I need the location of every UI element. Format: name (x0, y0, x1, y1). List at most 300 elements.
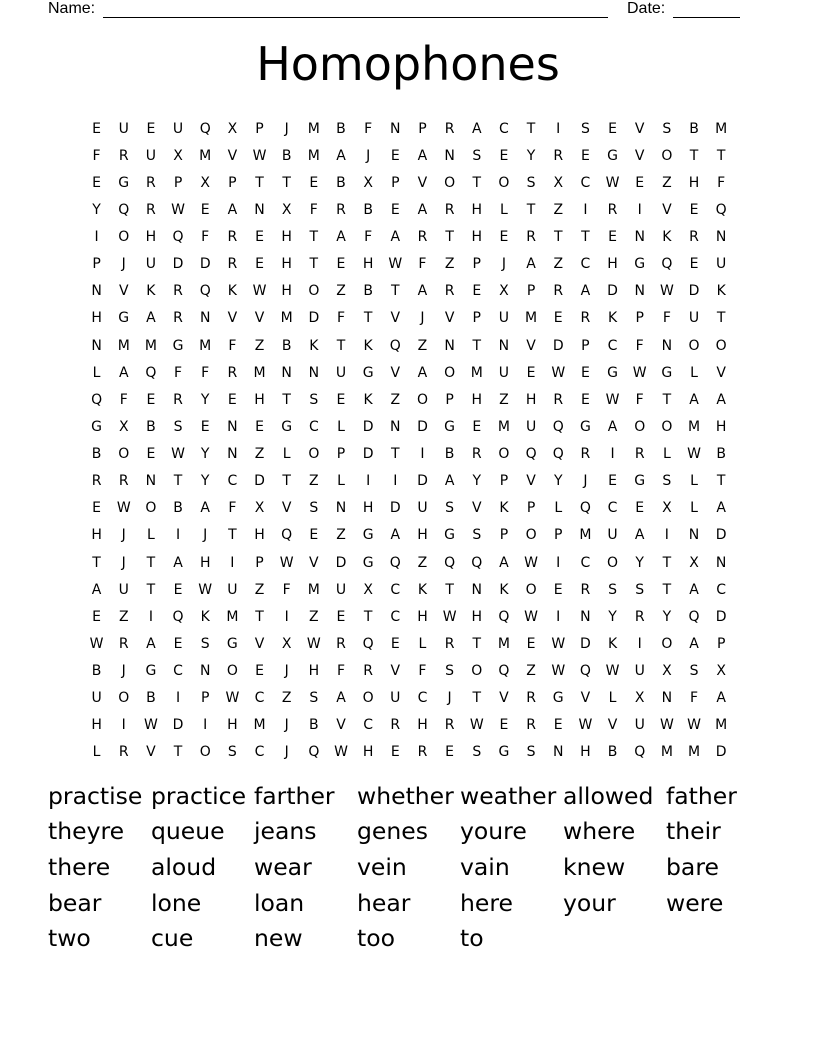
grid-cell[interactable]: W (388, 256, 403, 273)
grid-cell[interactable]: Z (254, 337, 265, 354)
grid-cell[interactable]: V (118, 283, 129, 300)
grid-cell[interactable]: F (418, 256, 427, 273)
grid-cell[interactable]: H (471, 201, 483, 218)
grid-cell[interactable]: T (716, 310, 726, 327)
grid-cell[interactable]: R (417, 229, 428, 246)
grid-cell[interactable]: G (607, 364, 618, 381)
grid-cell[interactable]: T (526, 120, 536, 137)
grid-cell[interactable]: D (580, 635, 591, 652)
grid-cell[interactable]: Z (254, 446, 265, 463)
grid-cell[interactable]: R (444, 120, 455, 137)
grid-cell[interactable]: E (553, 717, 563, 734)
grid-cell[interactable]: C (308, 418, 319, 435)
grid-cell[interactable]: D (254, 473, 265, 490)
grid-cell[interactable]: N (227, 446, 238, 463)
grid-cell[interactable]: V (444, 310, 455, 327)
grid-cell[interactable]: N (308, 364, 320, 381)
grid-cell[interactable]: S (472, 147, 482, 164)
grid-cell[interactable]: Q (498, 608, 510, 625)
grid-cell[interactable]: Y (635, 554, 644, 571)
grid-cell[interactable]: T (146, 581, 156, 598)
grid-cell[interactable]: A (716, 690, 726, 707)
grid-cell[interactable]: V (254, 635, 265, 652)
grid-cell[interactable]: K (607, 310, 618, 327)
grid-cell[interactable]: V (716, 364, 726, 381)
grid-cell[interactable]: Q (579, 500, 591, 517)
grid-cell[interactable]: M (280, 310, 293, 327)
grid-cell[interactable]: V (499, 690, 509, 707)
grid-cell[interactable]: F (336, 310, 346, 327)
grid-cell[interactable]: S (227, 744, 237, 761)
grid-cell[interactable]: V (146, 744, 156, 761)
grid-cell[interactable]: F (364, 229, 373, 246)
grid-cell[interactable]: R (363, 663, 373, 680)
grid-cell[interactable]: R (173, 310, 183, 327)
grid-cell[interactable]: A (390, 527, 401, 544)
grid-cell[interactable]: F (689, 690, 699, 707)
grid-cell[interactable]: E (255, 418, 264, 435)
grid-cell[interactable]: J (284, 663, 289, 680)
grid-cell[interactable]: V (634, 147, 645, 164)
grid-cell[interactable]: X (363, 581, 373, 598)
grid-cell[interactable]: R (526, 717, 536, 734)
grid-cell[interactable]: N (715, 229, 727, 246)
grid-cell[interactable]: G (91, 418, 102, 435)
grid-cell[interactable]: N (471, 581, 482, 598)
grid-cell[interactable]: N (661, 690, 673, 707)
grid-cell[interactable]: E (309, 174, 319, 191)
grid-cell[interactable]: W (116, 500, 131, 517)
grid-cell[interactable]: I (610, 446, 615, 463)
grid-cell[interactable]: T (255, 608, 264, 625)
grid-cell[interactable]: R (417, 744, 428, 761)
grid-cell[interactable]: R (227, 364, 238, 381)
grid-cell[interactable]: N (661, 337, 673, 354)
grid-cell[interactable]: R (471, 446, 482, 463)
grid-cell[interactable]: Z (336, 527, 346, 544)
grid-cell[interactable]: A (118, 364, 129, 381)
grid-cell[interactable]: H (362, 256, 374, 273)
grid-cell[interactable]: Q (118, 201, 130, 218)
grid-cell[interactable]: E (553, 310, 563, 327)
grid-cell[interactable]: V (471, 500, 482, 517)
grid-cell[interactable]: R (526, 690, 536, 707)
grid-cell[interactable]: Y (92, 201, 101, 218)
grid-cell[interactable]: R (634, 446, 645, 463)
grid-cell[interactable]: Z (662, 174, 672, 191)
grid-cell[interactable]: G (145, 663, 157, 680)
grid-cell[interactable]: T (472, 635, 482, 652)
grid-cell[interactable]: E (390, 201, 400, 218)
grid-cell[interactable]: I (393, 473, 398, 490)
grid-cell[interactable]: A (146, 635, 156, 652)
grid-cell[interactable]: N (91, 283, 102, 300)
grid-cell[interactable]: P (499, 473, 509, 490)
grid-cell[interactable]: V (227, 147, 238, 164)
grid-cell[interactable]: X (634, 690, 645, 707)
grid-cell[interactable]: Z (281, 690, 292, 707)
grid-cell[interactable]: A (716, 500, 726, 517)
grid-cell[interactable]: X (118, 418, 129, 435)
grid-cell[interactable]: W (279, 554, 294, 571)
grid-cell[interactable]: W (551, 635, 566, 652)
grid-cell[interactable]: J (366, 147, 371, 164)
grid-cell[interactable]: A (444, 473, 455, 490)
grid-cell[interactable]: T (146, 554, 156, 571)
grid-cell[interactable]: F (336, 663, 346, 680)
grid-cell[interactable]: B (146, 418, 156, 435)
grid-cell[interactable]: O (525, 581, 537, 598)
grid-cell[interactable]: Q (471, 554, 483, 571)
grid-cell[interactable]: W (605, 391, 620, 408)
grid-cell[interactable]: O (688, 337, 700, 354)
grid-cell[interactable]: A (689, 635, 699, 652)
grid-cell[interactable]: E (146, 446, 156, 463)
grid-cell[interactable]: U (498, 364, 510, 381)
grid-cell[interactable]: I (284, 608, 289, 625)
grid-cell[interactable]: E (608, 229, 617, 246)
grid-cell[interactable]: T (662, 554, 672, 571)
grid-cell[interactable]: J (121, 663, 126, 680)
grid-cell[interactable]: F (228, 337, 237, 354)
grid-cell[interactable]: O (308, 283, 320, 300)
grid-cell[interactable]: R (118, 473, 129, 490)
grid-cell[interactable]: J (501, 256, 506, 273)
grid-cell[interactable]: T (92, 554, 101, 571)
grid-cell[interactable]: U (607, 527, 618, 544)
grid-cell[interactable]: M (687, 744, 701, 761)
grid-cell[interactable]: M (307, 581, 320, 598)
grid-cell[interactable]: T (526, 201, 536, 218)
grid-cell[interactable]: G (444, 418, 456, 435)
grid-cell[interactable]: M (687, 418, 701, 435)
grid-cell[interactable]: G (362, 527, 374, 544)
grid-cell[interactable]: U (498, 310, 510, 327)
grid-cell[interactable]: O (118, 229, 130, 246)
grid-cell[interactable]: I (175, 527, 181, 544)
grid-cell[interactable]: E (255, 229, 264, 246)
grid-cell[interactable]: Q (579, 663, 591, 680)
grid-cell[interactable]: E (580, 391, 590, 408)
grid-cell[interactable]: Y (526, 147, 536, 164)
grid-cell[interactable]: B (363, 283, 373, 300)
grid-cell[interactable]: O (308, 446, 320, 463)
grid-cell[interactable]: P (391, 174, 400, 191)
grid-cell[interactable]: R (526, 229, 536, 246)
grid-cell[interactable]: D (308, 310, 320, 327)
grid-cell[interactable]: M (470, 364, 483, 381)
grid-cell[interactable]: U (716, 256, 727, 273)
grid-cell[interactable]: Q (498, 663, 510, 680)
grid-cell[interactable]: H (199, 554, 211, 571)
grid-cell[interactable]: G (362, 364, 374, 381)
grid-cell[interactable]: S (580, 120, 590, 137)
grid-cell[interactable]: E (553, 581, 563, 598)
grid-cell[interactable]: Z (309, 608, 319, 625)
grid-cell[interactable]: C (254, 744, 265, 761)
grid-cell[interactable]: J (447, 690, 452, 707)
grid-cell[interactable]: X (662, 500, 672, 517)
grid-cell[interactable]: F (92, 147, 101, 164)
grid-cell[interactable]: Y (662, 608, 672, 625)
grid-cell[interactable]: B (281, 147, 292, 164)
grid-cell[interactable]: S (689, 663, 699, 680)
grid-cell[interactable]: W (659, 717, 674, 734)
grid-cell[interactable]: X (716, 663, 726, 680)
grid-cell[interactable]: Z (390, 391, 401, 408)
grid-cell[interactable]: E (92, 500, 101, 517)
grid-cell[interactable]: O (498, 446, 510, 463)
grid-cell[interactable]: T (472, 174, 482, 191)
grid-cell[interactable]: L (337, 418, 345, 435)
grid-cell[interactable]: W (632, 364, 647, 381)
grid-cell[interactable]: F (635, 337, 644, 354)
grid-cell[interactable]: D (715, 527, 727, 544)
grid-cell[interactable]: T (363, 608, 373, 625)
grid-cell[interactable]: K (417, 581, 428, 598)
grid-cell[interactable]: N (199, 310, 211, 327)
grid-cell[interactable]: V (526, 337, 536, 354)
grid-cell[interactable]: C (580, 256, 591, 273)
grid-cell[interactable]: W (524, 554, 538, 571)
grid-cell[interactable]: M (253, 364, 266, 381)
grid-cell[interactable]: V (390, 663, 401, 680)
grid-cell[interactable]: R (634, 608, 645, 625)
grid-cell[interactable]: X (200, 174, 210, 191)
grid-cell[interactable]: K (200, 608, 210, 625)
grid-cell[interactable]: S (200, 635, 210, 652)
grid-cell[interactable]: O (118, 446, 130, 463)
grid-cell[interactable]: R (390, 717, 401, 734)
grid-cell[interactable]: H (91, 310, 102, 327)
grid-cell[interactable]: N (227, 418, 238, 435)
grid-cell[interactable]: B (336, 174, 346, 191)
grid-cell[interactable]: H (227, 717, 238, 734)
grid-cell[interactable]: A (634, 527, 645, 544)
grid-cell[interactable]: I (556, 554, 561, 571)
grid-cell[interactable]: W (171, 446, 185, 463)
grid-cell[interactable]: A (580, 283, 591, 300)
grid-cell[interactable]: Q (525, 446, 537, 463)
grid-cell[interactable]: N (390, 120, 401, 137)
grid-cell[interactable]: K (309, 337, 319, 354)
grid-cell[interactable]: S (662, 120, 672, 137)
grid-cell[interactable]: R (580, 310, 591, 327)
grid-cell[interactable]: U (335, 364, 347, 381)
grid-cell[interactable]: F (717, 174, 726, 191)
grid-cell[interactable]: O (118, 690, 130, 707)
grid-cell[interactable]: U (118, 581, 129, 598)
grid-cell[interactable]: O (634, 418, 646, 435)
grid-cell[interactable]: Q (199, 283, 211, 300)
grid-cell[interactable]: H (308, 663, 320, 680)
grid-cell[interactable]: U (91, 690, 102, 707)
grid-cell[interactable]: E (255, 256, 264, 273)
grid-cell[interactable]: U (227, 581, 238, 598)
grid-cell[interactable]: E (92, 120, 101, 137)
grid-cell[interactable]: A (471, 120, 482, 137)
grid-cell[interactable]: Z (553, 201, 564, 218)
grid-cell[interactable]: W (306, 635, 321, 652)
grid-cell[interactable]: K (363, 337, 373, 354)
grid-cell[interactable]: G (552, 690, 564, 707)
grid-cell[interactable]: O (661, 418, 673, 435)
grid-cell[interactable]: X (281, 201, 292, 218)
grid-cell[interactable]: H (362, 744, 374, 761)
grid-cell[interactable]: T (391, 283, 400, 300)
grid-cell[interactable]: H (281, 283, 292, 300)
grid-cell[interactable]: M (579, 527, 592, 544)
grid-cell[interactable]: Q (281, 527, 293, 544)
grid-cell[interactable]: Q (389, 554, 401, 571)
grid-cell[interactable]: W (252, 147, 267, 164)
grid-cell[interactable]: W (551, 663, 566, 680)
grid-cell[interactable]: Z (417, 337, 428, 354)
grid-cell[interactable]: Z (336, 283, 346, 300)
grid-cell[interactable]: I (366, 473, 371, 490)
grid-cell[interactable]: A (689, 391, 699, 408)
grid-cell[interactable]: F (174, 364, 183, 381)
grid-cell[interactable]: W (578, 717, 593, 734)
grid-cell[interactable]: Q (715, 201, 727, 218)
grid-cell[interactable]: Q (688, 608, 700, 625)
grid-cell[interactable]: D (607, 283, 618, 300)
grid-cell[interactable]: O (444, 364, 456, 381)
grid-cell[interactable]: L (92, 364, 101, 381)
grid-cell[interactable]: Z (499, 391, 509, 408)
grid-cell[interactable]: V (336, 717, 346, 734)
grid-cell[interactable]: J (121, 527, 126, 544)
grid-cell[interactable]: G (661, 364, 673, 381)
grid-cell[interactable]: W (334, 744, 348, 761)
grid-cell[interactable]: M (226, 608, 239, 625)
grid-cell[interactable]: L (554, 500, 563, 517)
grid-cell[interactable]: K (499, 581, 509, 598)
grid-cell[interactable]: E (92, 174, 101, 191)
grid-cell[interactable]: G (607, 147, 618, 164)
grid-cell[interactable]: X (173, 147, 183, 164)
grid-cell[interactable]: C (607, 500, 618, 517)
grid-cell[interactable]: F (228, 500, 237, 517)
grid-cell[interactable]: J (284, 744, 289, 761)
grid-cell[interactable]: Q (91, 391, 103, 408)
grid-cell[interactable]: C (580, 174, 591, 191)
grid-cell[interactable]: E (499, 229, 509, 246)
grid-cell[interactable]: S (526, 174, 536, 191)
grid-cell[interactable]: B (444, 446, 455, 463)
grid-cell[interactable]: R (91, 473, 102, 490)
grid-cell[interactable]: S (309, 391, 319, 408)
grid-cell[interactable]: L (690, 473, 698, 490)
grid-cell[interactable]: I (583, 201, 588, 218)
grid-cell[interactable]: N (715, 554, 727, 571)
grid-cell[interactable]: C (390, 608, 401, 625)
grid-cell[interactable]: T (309, 256, 319, 273)
grid-cell[interactable]: C (254, 690, 265, 707)
grid-cell[interactable]: T (282, 473, 291, 490)
grid-cell[interactable]: R (553, 147, 564, 164)
grid-cell[interactable]: D (389, 500, 401, 517)
grid-cell[interactable]: Y (200, 473, 210, 490)
grid-cell[interactable]: O (226, 663, 238, 680)
grid-cell[interactable]: U (525, 418, 537, 435)
grid-cell[interactable]: Q (552, 418, 564, 435)
grid-cell[interactable]: M (199, 147, 212, 164)
grid-cell[interactable]: G (118, 174, 130, 191)
grid-cell[interactable]: K (716, 283, 726, 300)
grid-cell[interactable]: A (146, 310, 156, 327)
grid-cell[interactable]: F (635, 391, 644, 408)
grid-cell[interactable]: C (499, 120, 509, 137)
grid-cell[interactable]: H (607, 256, 618, 273)
grid-cell[interactable]: C (716, 581, 727, 598)
grid-cell[interactable]: W (89, 635, 104, 652)
grid-cell[interactable]: E (472, 418, 482, 435)
grid-cell[interactable]: C (363, 717, 374, 734)
grid-cell[interactable]: V (580, 690, 591, 707)
grid-cell[interactable]: A (417, 201, 428, 218)
grid-cell[interactable]: C (227, 473, 238, 490)
grid-cell[interactable]: W (687, 717, 701, 734)
grid-cell[interactable]: D (417, 418, 428, 435)
grid-cell[interactable]: G (281, 418, 293, 435)
grid-cell[interactable]: R (146, 201, 156, 218)
grid-cell[interactable]: E (227, 391, 237, 408)
grid-cell[interactable]: N (254, 201, 265, 218)
grid-cell[interactable]: K (227, 283, 237, 300)
grid-cell[interactable]: G (498, 744, 510, 761)
grid-cell[interactable]: N (335, 500, 347, 517)
grid-cell[interactable]: T (336, 337, 346, 354)
grid-cell[interactable]: D (335, 554, 347, 571)
grid-cell[interactable]: E (390, 744, 400, 761)
grid-cell[interactable]: M (497, 418, 510, 435)
grid-cell[interactable]: N (199, 663, 211, 680)
grid-cell[interactable]: T (472, 690, 482, 707)
grid-cell[interactable]: T (173, 744, 183, 761)
grid-cell[interactable]: A (173, 554, 183, 571)
grid-cell[interactable]: H (254, 527, 265, 544)
grid-cell[interactable]: E (146, 391, 156, 408)
grid-cell[interactable]: D (417, 473, 428, 490)
grid-cell[interactable]: S (472, 527, 482, 544)
grid-cell[interactable]: F (201, 229, 210, 246)
grid-cell[interactable]: E (526, 364, 536, 381)
grid-cell[interactable]: E (499, 147, 509, 164)
grid-cell[interactable]: W (524, 608, 538, 625)
grid-cell[interactable]: B (146, 690, 156, 707)
grid-cell[interactable]: E (336, 608, 346, 625)
grid-cell[interactable]: B (91, 663, 102, 680)
grid-cell[interactable]: P (499, 527, 509, 544)
grid-cell[interactable]: Y (472, 473, 482, 490)
grid-cell[interactable]: G (362, 554, 374, 571)
grid-cell[interactable]: X (553, 174, 564, 191)
grid-cell[interactable]: O (199, 744, 211, 761)
grid-cell[interactable]: E (689, 201, 699, 218)
grid-cell[interactable]: G (118, 310, 130, 327)
grid-cell[interactable]: T (553, 229, 563, 246)
grid-cell[interactable]: W (198, 581, 213, 598)
grid-cell[interactable]: E (472, 283, 482, 300)
grid-cell[interactable]: Q (308, 744, 320, 761)
grid-cell[interactable]: E (92, 608, 101, 625)
grid-cell[interactable]: O (145, 500, 157, 517)
grid-cell[interactable]: Q (661, 256, 673, 273)
grid-cell[interactable]: O (525, 527, 537, 544)
grid-cell[interactable]: R (444, 283, 455, 300)
grid-cell[interactable]: Q (199, 120, 211, 137)
